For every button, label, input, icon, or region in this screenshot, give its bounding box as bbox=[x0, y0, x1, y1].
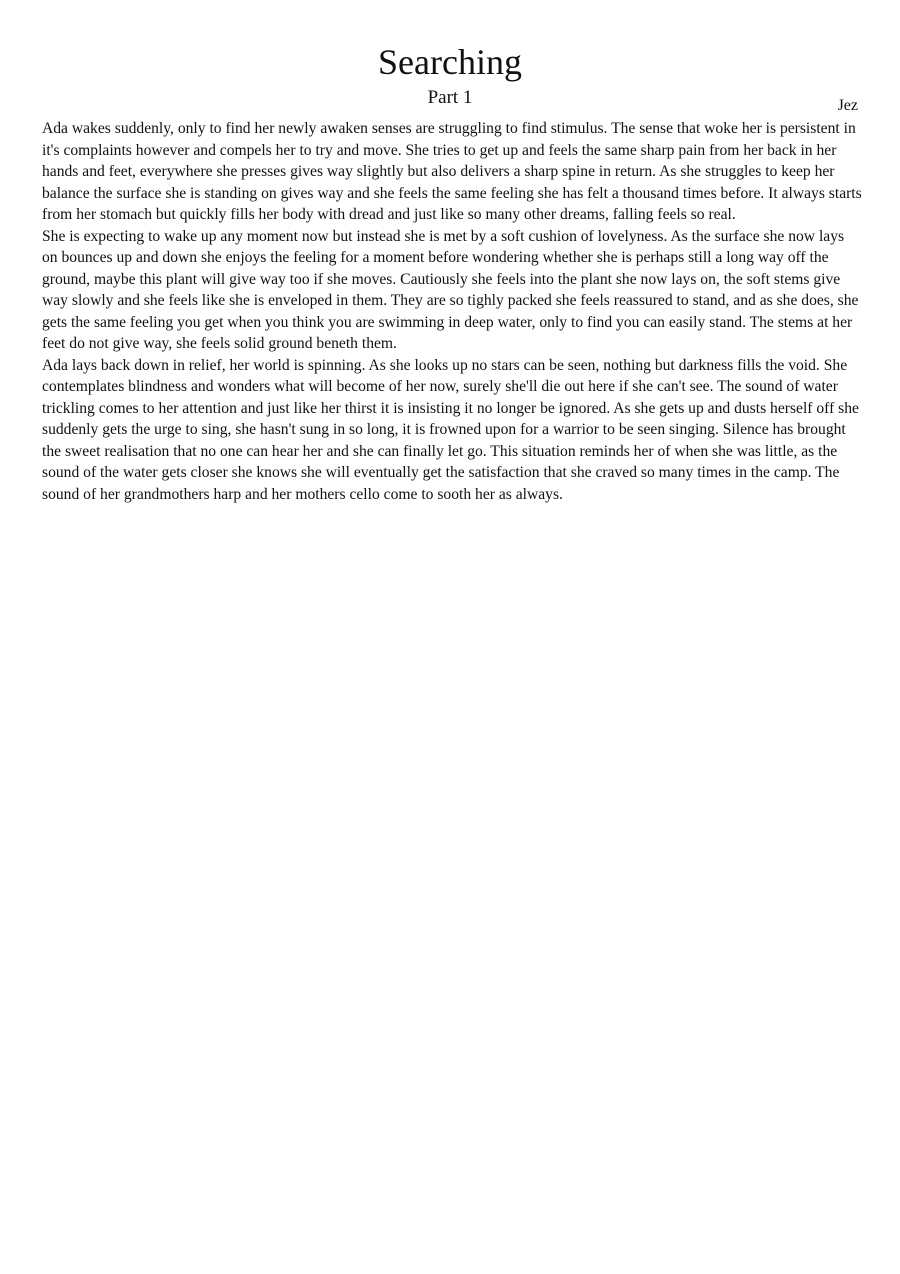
document-author: Jez bbox=[837, 97, 858, 114]
paragraph-2: She is expecting to wake up any moment now but instead she is met by a soft cushion of lovelyness. As the surface she now lays on bounces up and down she enjoys the feeling for a moment before wondering whether she is perhaps still a long way off the ground, maybe this plant will give way too if she moves. Cautiously she feels into the plant she now lays on, the soft stems give way slowly and she feels like she is enveloped in them. They are so tighly packed she feels reassured to stand, and as she does, she gets the same feeling you get when you think you are swimming in deep water, only to find you can easily stand. The stems at her feet do not give way, she feels solid ground beneth them. bbox=[42, 227, 859, 352]
paragraph-1: Ada wakes suddenly, only to find her newly awaken senses are struggling to find stimulus. The sense that woke her is persistent in it's complaints however and compels her to try and move. She tries to get up and feels the same sharp pain from her back in her hands and feet, everywhere she presses gives way slightly but also delivers a sharp spine in return. As she struggles to keep her balance the surface she is standing on gives way and she feels the same feeling she has felt a thousand times before. It always starts from her stomach but quickly fills her body with dread and just like so many other dreams, falling feels so real. bbox=[42, 120, 862, 223]
document-body bbox=[42, 118, 862, 505]
document-subtitle: Part 1 bbox=[427, 87, 473, 108]
paragraph-3: Ada lays back down in relief, her world is spinning. As she looks up no stars can be seen, nothing but darkness fills the void. She contemplates blindness and wonders what will become of her now, surely she'll die out here if she can't see. The sound of water trickling comes to her attention and just like her thirst it is insisting it no longer be ignored. As she gets up and dusts herself off she suddenly gets the urge to sing, she hasn't sung in so long, it is frowned upon for a warrior to be seen singing. Silence has brought the sweet realisation that no one can hear her and she can finally let go. This situation reminds her of when she was little, as the sound of the water gets closer she knows she will eventually get the satisfaction that she craved so many times in the camp. The sound of her grandmothers harp and her mothers cello come to sooth her as always. bbox=[42, 356, 859, 503]
document-title: Searching bbox=[378, 42, 522, 82]
